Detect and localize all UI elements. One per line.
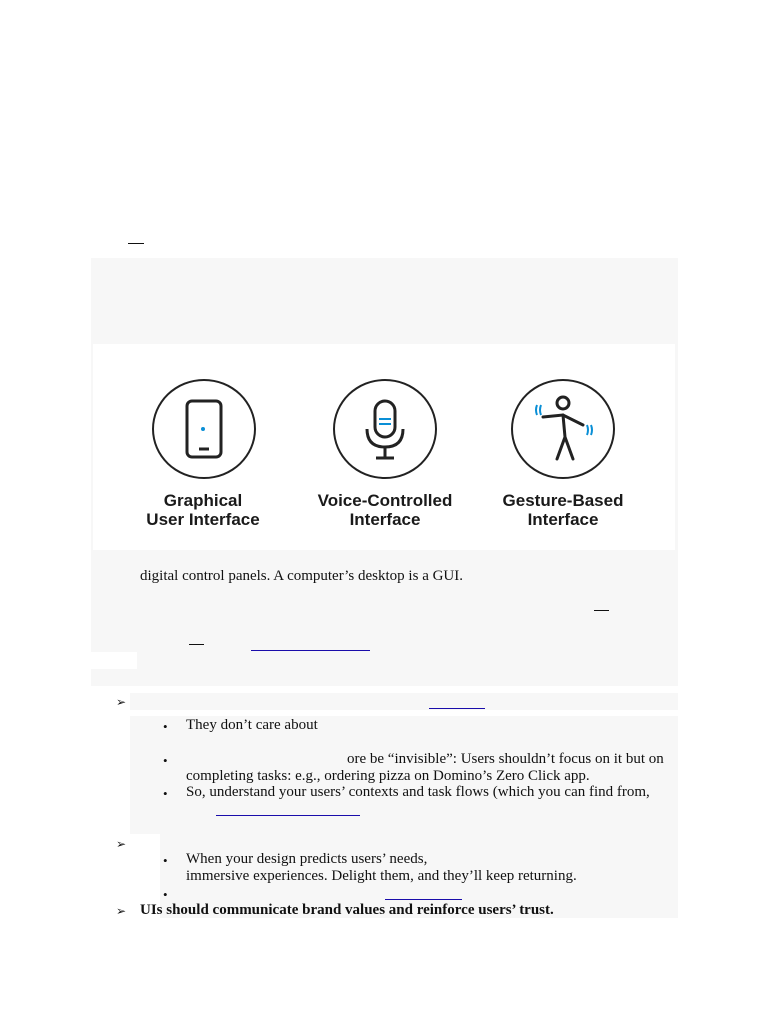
- hyperlink-underline[interactable]: [385, 899, 462, 900]
- list-item-text: completing tasks: e.g., ordering pizza on Domino’s Zero Click app.: [186, 768, 590, 784]
- arrow-bullet: ➢: [116, 904, 127, 918]
- list-item-text: immersive experiences. Delight them, and they’ll keep returning.: [186, 868, 577, 884]
- gui-caption: [113, 491, 293, 529]
- gui-description: digital control panels. A computer’s desktop is a GUI.: [140, 568, 464, 584]
- voice-caption-line1: Voice-Controlled: [317, 491, 453, 510]
- dot-bullet: •: [163, 753, 168, 768]
- gesture-icon-circle: [511, 379, 615, 479]
- white-notch: [91, 652, 137, 669]
- voice-caption: [295, 491, 475, 529]
- gesture-caption: [473, 491, 653, 529]
- list-band: [130, 693, 678, 710]
- em-dash: [189, 644, 204, 645]
- smartphone-icon: [154, 381, 254, 477]
- dot-bullet: •: [163, 719, 168, 734]
- hyperlink-underline[interactable]: [429, 708, 485, 709]
- gesture-caption-line1: Gesture-Based: [502, 491, 624, 510]
- gesture-caption-line2: Interface: [527, 510, 599, 529]
- dot-bullet: •: [163, 853, 168, 868]
- hyperlink-underline[interactable]: [251, 650, 370, 651]
- gui-caption-line2: User Interface: [146, 510, 260, 529]
- interface-types-figure: [93, 344, 675, 550]
- hyperlink-underline[interactable]: [216, 815, 360, 816]
- list-item-text: ore be “invisible”: Users shouldn’t focus on it but on: [347, 751, 664, 767]
- gesture-person-icon: [513, 381, 613, 477]
- em-dash: [594, 610, 609, 611]
- voice-icon-circle: [333, 379, 437, 479]
- em-dash: [128, 243, 144, 244]
- dot-bullet: •: [163, 786, 168, 801]
- list-item-text: They don’t care about: [186, 717, 318, 733]
- brand-trust-heading: UIs should communicate brand values and reinforce users’ trust.: [140, 902, 554, 918]
- arrow-bullet: ➢: [116, 837, 127, 851]
- gui-caption-line1: Graphical: [163, 491, 243, 510]
- dot-bullet: •: [163, 887, 168, 902]
- voice-caption-line2: Interface: [349, 510, 421, 529]
- arrow-bullet: ➢: [116, 695, 127, 709]
- microphone-icon: [335, 381, 435, 477]
- gui-icon-circle: [152, 379, 256, 479]
- list-item-text: So, understand your users’ contexts and task flows (which you can find from,: [186, 784, 650, 800]
- list-item-text: When your design predicts users’ needs,: [186, 851, 428, 867]
